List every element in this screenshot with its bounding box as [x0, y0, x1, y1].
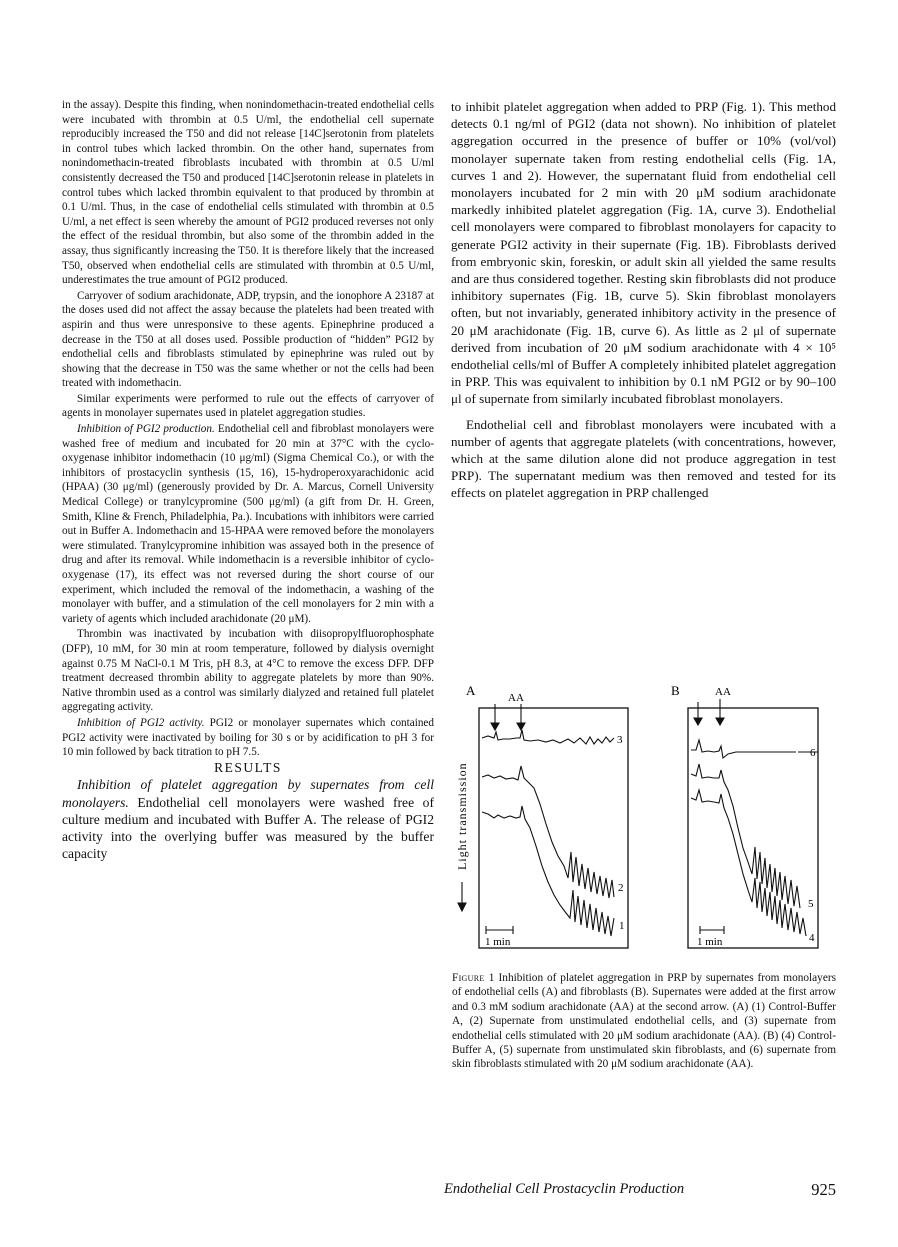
y-axis-label: Light transmission [455, 762, 469, 870]
panel-a-frame [479, 708, 628, 948]
curve-4-label: 4 [809, 932, 815, 944]
panel-b-aa-label: AA [715, 686, 731, 698]
down-arrow-icon [694, 718, 702, 725]
paragraph: Endothelial cell and fibroblast monolayers were incubated with a number of agents that aggregate platelets (with concentrations, however, which at the same dilution alone did not produce aggregation in test PRP). The supernatant medium was then removed and tested for its effects on platelet aggregation in PRP challenged [451, 416, 836, 501]
paragraph: Thrombin was inactivated by incubation with diisopropylfluorophosphate (DFP), 10 mM, for 30 min at room temperature, followed by dialysis overnight against 0.75 M NaCl-0.1 M Tris, pH 8.3, at 4°C to remove the excess DFP. DFP treatment decreased thrombin ability to aggregate platelets by more than 90%. Native thrombin used as a control was similarly dialyzed and retained full platelet aggregating activity. [62, 628, 434, 714]
figure-label: Figure 1 [452, 972, 495, 984]
panel-b-arrows [694, 699, 724, 725]
page-number: 925 [811, 1180, 836, 1199]
down-arrow-icon [716, 718, 724, 725]
running-title: Endothelial Cell Prostacyclin Production [444, 1181, 685, 1197]
paragraph-body: Endothelial cell monolayers were washed free of culture medium and incubated with Buffer A. The release of PGI2 activity into the overlying buffer was measured by the buffer capacity [62, 794, 434, 862]
aggregation-traces-figure [455, 682, 838, 967]
panel-a-time-scale [486, 926, 513, 934]
curve-2-trace [482, 766, 614, 898]
paragraph [62, 422, 434, 626]
paragraph [62, 716, 434, 760]
down-arrow-icon [517, 723, 525, 730]
paragraph [62, 776, 434, 862]
paragraph: Carryover of sodium arachidonate, ADP, trypsin, and the ionophore A 23187 at the doses used did not affect the assay because the platelets had been treated with aspirin and thus were unresponsive to these agents. Epinephrine produced a decrease in the T50 at all doses used. Possible production of “hidden” PGI2 by endothelial cells and fibroblasts stimulated by epinephrine was ruled out by showing that the decrease in T50 was the same whether or not the cells had been treated with indomethacin. [62, 289, 434, 390]
right-column [451, 98, 836, 502]
run-in-heading: Inhibition of platelet aggregation by supernates from cell monolayers. [62, 777, 434, 810]
left-column [62, 98, 434, 862]
figure-1 [455, 682, 838, 967]
curve-3-trace [482, 730, 614, 744]
run-in-heading: Inhibition of PGI2 production. [77, 423, 215, 436]
panel-a-time-label: 1 min [485, 936, 511, 948]
paragraph: to inhibit platelet aggregation when added to PRP (Fig. 1). This method detects 0.1 ng/ml of PGI2 (data not shown). No inhibition of platelet aggregation occurred in the presence of buffer or 10% (vol/vol) monolayer supernate taken from resting endothelial cells (Fig. 1A, curves 1 and 2). However, the supernatant fluid from endothelial cell monolayers incubated for 2 min with 20 μM sodium arachidonate markedly inhibited platelet aggregation (Fig. 1A, curve 3). Endothelial cell monolayers were compared to fibroblast monolayers for capacity to generate PGI2 activity in their supernate (Fig. 1B). Fibroblasts derived from embryonic skin, foreskin, or adult skin all yielded the same results and are thus considered together. Resting skin fibroblasts did not produce inhibitory supernates (Fig. 1B, curve 5). Skin fibroblast monolayers often, but not invariably, generated inhibitory activity in the presence of 20 μM arachidonate (Fig. 1B, curve 6). As little as 2 μl of supernate derived from incubation of 20 μM sodium arachidonate with 4 × 10⁵ endothelial cells/ml of Buffer A completely inhibited platelet aggregation in PRP. This was equivalent to inhibition by 0.1 nM PGI2 or by 90–100 μl of supernate from similarly incubated fibroblast monolayers. [451, 99, 836, 407]
panel-b-time-scale [700, 926, 724, 934]
curve-2-label: 2 [618, 882, 624, 894]
section-heading: RESULTS [214, 759, 282, 775]
panel-b-label: B [671, 683, 680, 698]
paragraph-body: Endothelial cell and fibroblast monolayers were washed free of medium and incubated for 20 min at 37°C with the cyclo-oxygenase inhibitor indomethacin (10 μg/ml) (Sigma Chemical Co.), or with the inhibitors of prostacyclin synthesis (15, 16), 15-hydroperoxyarachidonic acid (HPAA) (30 μg/ml) (generously provided by Dr. A. Marcus, Cornell University Medical College) or tranylcypromine (500 μg/ml) (a gift from Dr. H. Green, Smith, Kline & French, Philadelphia, Pa.). Incubations with inhibitors were carried out in Buffer A. Indomethacin and 15-HPAA were removed before the monolayers were stimulated. Tranylcypromine inhibition was assayed both in the presence of drug and after its removal. While indomethacin is a reversible inhibitor of cyclo-oxygenase (17), its effect was not reversed during the short course of our experiment, which included the removal of the indomethacin, a washing of the monolayer with buffer, and a stimulation of the cell monolayers for 2 min with a variety of agents which included arachidonate (20 μM). [62, 423, 434, 625]
panel-a-aa-label: AA [508, 692, 524, 704]
panel-a-label: A [466, 683, 476, 698]
y-axis-arrow-icon [458, 882, 466, 911]
curve-6-trace [691, 740, 796, 758]
curve-3-label: 3 [617, 734, 623, 746]
curve-6-label: 6 [810, 747, 816, 759]
curve-1-trace [482, 806, 614, 936]
curve-5-trace [691, 764, 800, 908]
curve-1-label: 1 [619, 920, 625, 932]
run-in-heading: Inhibition of PGI2 activity. [77, 716, 205, 729]
down-arrow-icon [491, 723, 499, 730]
paragraph: Similar experiments were performed to rule out the effects of carryover of agents in monolayer supernates used in platelet aggregation studies. [62, 392, 434, 420]
page-footer [430, 1181, 836, 1203]
caption-text: Inhibition of platelet aggregation in PRP by supernates from monolayers of endothelial cells (A) and fibroblasts (B). Supernates were added at the first arrow and 0.3 mM sodium arachidonate (AA) at the second arrow. (A) (1) Control-Buffer A, (2) Supernate from unstimulated endothelial cells, and (3) supernate from endothelial cells stimulated with 20 μM sodium arachidonate (AA). (B) (4) Control-Buffer A, (5) supernate from unstimulated skin fibroblasts, and (6) supernate from skin fibroblasts stimulated with 20 μM sodium arachidonate (AA). [452, 972, 836, 1071]
paragraph: in the assay). Despite this finding, when nonindomethacin-treated endothelial cells were incubated with thrombin at 0.5 U/ml, the endothelial cell supernate reproducibly increased the T50 and did not release [14C]serotonin from platelets in control tubes which lacked thrombin. On the other hand, supernates from nonindomethacin-treated fibroblasts incubated with thrombin at 0.5 U/ml consistently decreased the T50 and produced [14C]serotonin release in platelets in control tubes which lacked thrombin equivalent to that produced by thrombin at 0.1 U/ml. Thus, in the case of endothelial cells stimulated with thrombin at 0.5 U/ml, a net effect is seen whereby the amount of PGI2 produced reverses not only the effect of the residual thrombin, but also some of the thrombin added in the assay, thus significantly increasing the T50. It is therefore likely that the increased T50, observed when endothelial cells are stimulated with thrombin at 0.5 U/ml, underestimates the true amount of PGI2 produced. [62, 99, 434, 287]
paragraph-body: PGI2 or monolayer supernates which contained PGI2 activity were inactivated by boiling for 30 s or by acidification to pH 3 for 10 min followed by back titration to pH 7.5. [62, 716, 434, 759]
panel-b-frame [688, 708, 818, 948]
panel-b-time-label: 1 min [697, 936, 723, 948]
figure-caption [452, 971, 836, 1072]
curve-5-label: 5 [808, 898, 814, 910]
